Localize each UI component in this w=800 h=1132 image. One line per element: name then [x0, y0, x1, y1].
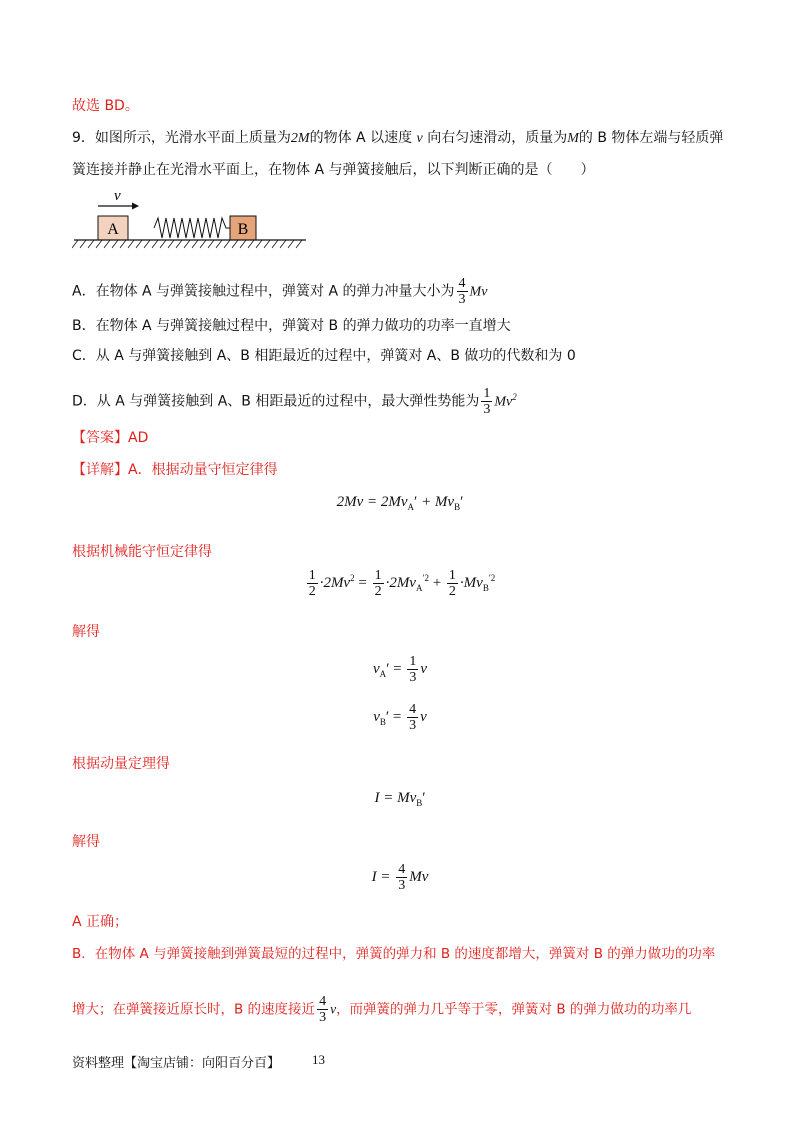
hatch-mark — [272, 240, 278, 248]
b-explain-line-2: 增大；在弹簧接近原长时，B 的速度接近 $\frac{4}{3}$ v，而弹簧的弹力几乎等于零，弹簧对 B 的弹力做功的功率几 — [72, 994, 692, 1025]
answer-line: 【答案】AD — [72, 430, 149, 446]
hatch-mark — [152, 240, 158, 248]
hatch-mark — [144, 240, 150, 248]
question-line-1: 9．如图所示，光滑水平面上质量为2M的物体 A 以速度 v 向右匀速滑动，质量为M的 B 物体左端与轻质弹 — [72, 130, 724, 146]
hatch-mark — [280, 240, 286, 248]
hatch-mark — [216, 240, 222, 248]
energy-intro: 根据机械能守恒定律得 — [72, 544, 212, 560]
hatch-mark — [96, 240, 102, 248]
spring — [154, 218, 230, 238]
hatch-mark — [192, 240, 198, 248]
impulse-intro: 根据动量定理得 — [72, 756, 170, 772]
energy-equation: $\frac{1}{2}$ $\cdot 2Mv^2$ = $\frac{1}{2}$ $\cdot 2Mv_A^{'2}$ + $\frac{1}{2}$ $\cdot Mv_B^{'2}$ — [308, 568, 496, 599]
fraction: $\frac{4}{3}$ — [458, 276, 466, 307]
b-explain-line-1: B．在物体 A 与弹簧接触到弹簧最短的过程中，弹簧的弹力和 B 的速度都增大，弹簧对 B 的弹力做功的功率 — [72, 946, 716, 962]
hatch-mark — [248, 240, 254, 248]
footer-source: 资料整理【淘宝店铺：向阳百分百】 — [72, 1056, 281, 1071]
impulse-result: I = $\frac{4}{3}$ Mv — [371, 862, 429, 893]
hatch-mark — [168, 240, 174, 248]
momentum-equation: $2Mv = 2Mv_A' + Mv_B'$ — [336, 494, 464, 512]
va-result: $v_A'$ = $\frac{1}{3}$ v — [372, 654, 428, 685]
option-c: C．从 A 与弹簧接触到 A、B 相距最近的过程中，弹簧对 A、B 做功的代数和为 0 — [72, 348, 576, 364]
hatch-mark — [88, 240, 94, 248]
hatch-mark — [104, 240, 110, 248]
a-correct: A 正确； — [72, 914, 129, 930]
velocity-arrowhead — [132, 203, 139, 210]
page-number: 13 — [312, 1052, 325, 1067]
question-number: 9． — [72, 130, 95, 146]
spring-block-figure — [72, 186, 312, 252]
question-line-2: 簧连接并静止在光滑水平面上，在物体 A 与弹簧接触后，以下判断正确的是（ ） — [72, 162, 595, 178]
hatch-mark — [208, 240, 214, 248]
option-d: D．从 A 与弹簧接触到 A、B 相距最近的过程中，最大弹性势能为 $\frac{1}{3}$ Mv$^2$ — [72, 386, 517, 417]
hatch-mark — [128, 240, 134, 248]
block-a-label: A — [107, 221, 119, 238]
hatch-mark — [72, 240, 78, 248]
hatch-mark — [112, 240, 118, 248]
hatch-mark — [288, 240, 294, 248]
hatch-mark — [136, 240, 142, 248]
solve-label-1: 解得 — [72, 624, 100, 640]
explain-intro: 【详解】A．根据动量守恒定律得 — [72, 462, 278, 478]
option-b: B．在物体 A 与弹簧接触过程中，弹簧对 B 的弹力做功的功率一直增大 — [72, 318, 511, 334]
previous-answer: 故选 BD。 — [72, 98, 139, 114]
velocity-label: v — [114, 188, 121, 204]
hatch-mark — [176, 240, 182, 248]
hatch-mark — [296, 240, 302, 248]
impulse-equation: $I = Mv_B'$ — [374, 790, 426, 808]
hatch-mark — [224, 240, 230, 248]
vb-result: $v_B'$ = $\frac{4}{3}$ v — [373, 702, 427, 733]
ground-hatching — [72, 240, 302, 248]
hatch-mark — [184, 240, 190, 248]
hatch-mark — [80, 240, 86, 248]
answer-value: AD — [128, 430, 149, 446]
hatch-mark — [200, 240, 206, 248]
hatch-mark — [240, 240, 246, 248]
block-b-label: B — [237, 221, 249, 238]
hatch-mark — [264, 240, 270, 248]
hatch-mark — [160, 240, 166, 248]
hatch-mark — [256, 240, 262, 248]
fraction: $\frac{1}{3}$ — [483, 386, 491, 417]
hatch-mark — [120, 240, 126, 248]
solve-label-2: 解得 — [72, 834, 100, 850]
option-a: A．在物体 A 与弹簧接触过程中，弹簧对 A 的弹力冲量大小为 $\frac{4}{3}$ Mv — [72, 276, 488, 307]
hatch-mark — [232, 240, 238, 248]
